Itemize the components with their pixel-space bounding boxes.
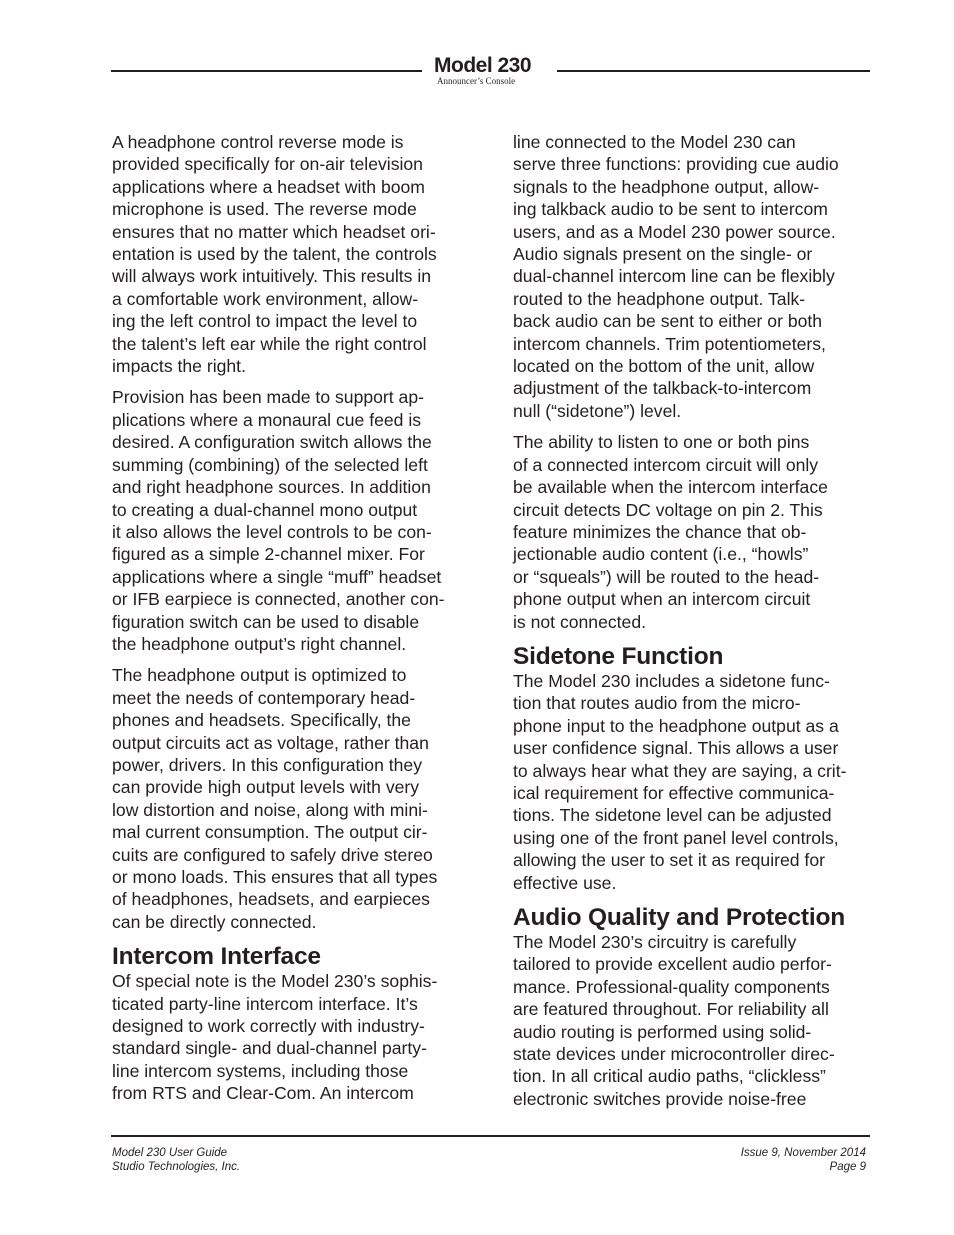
text-line: The headphone output is optimized to — [112, 665, 407, 686]
text-line: Of special note is the Model 230’s sophis- — [112, 971, 438, 992]
text-line: routed to the headphone output. Talk- — [513, 288, 806, 309]
text-line: null (“sidetone”) level. — [513, 400, 682, 421]
text-line: tion. In all critical audio paths, “clickless” — [513, 1066, 826, 1087]
text-line: summing (combining) of the selected left — [112, 454, 428, 475]
text-line: provided specifically for on-air television — [112, 154, 423, 175]
text-line: the headphone output’s right channel. — [112, 633, 407, 654]
footer-left — [112, 1146, 240, 1174]
text-line: a comfortable work environment, allow- — [112, 288, 419, 309]
header-subtitle: Announcer’s Console — [437, 76, 516, 86]
left-column — [112, 131, 474, 1114]
left-paragraph-1 — [112, 131, 474, 377]
text-line: to always hear what they are saying, a crit- — [513, 760, 847, 781]
text-line: output circuits act as voltage, rather than — [112, 732, 429, 753]
text-line: plications where a monaural cue feed is — [112, 409, 422, 430]
header-title: Model 230 — [434, 54, 532, 77]
text-line: figuration switch can be used to disable — [112, 611, 420, 632]
text-line: users, and as a Model 230 power source. — [513, 221, 836, 242]
text-line: phone output when an intercom circuit — [513, 589, 811, 610]
left-paragraph-3 — [112, 664, 474, 933]
text-line: The Model 230’s circuitry is carefully — [513, 932, 797, 952]
text-line: adjustment of the talkback-to-intercom — [513, 378, 812, 399]
text-line: cuits are configured to safely drive stereo — [112, 844, 433, 865]
text-line: feature minimizes the chance that ob- — [513, 521, 807, 542]
text-line: is not connected. — [513, 611, 647, 632]
left-paragraph-4 — [112, 970, 474, 1104]
text-line: phones and headsets. Specifically, the — [112, 710, 411, 731]
text-line: mance. Professional-quality components — [513, 976, 830, 997]
text-line: can provide high output levels with very — [112, 777, 420, 798]
text-line: to creating a dual-channel mono output — [112, 499, 418, 520]
text-line: or mono loads. This ensures that all types — [112, 867, 438, 887]
text-line: are featured throughout. For reliability all — [513, 999, 829, 1020]
text-line: Provision has been made to support ap- — [112, 387, 424, 408]
text-line: tion that routes audio from the micro- — [513, 693, 801, 714]
text-line: Audio signals present on the single- or — [513, 244, 813, 265]
text-line: impacts the right. — [112, 356, 246, 377]
text-line: and right headphone sources. In addition — [112, 477, 431, 498]
right-column — [513, 131, 875, 1119]
heading-sidetone-function: Sidetone Function — [513, 642, 724, 670]
text-line: it also allows the level controls to be con- — [112, 521, 432, 542]
right-paragraph-1 — [513, 131, 875, 422]
text-line: applications where a headset with boom — [112, 176, 425, 197]
text-line: back audio can be sent to either or both — [513, 311, 823, 332]
text-line: state devices under microcontroller direc- — [513, 1044, 835, 1065]
text-line: ensures that no matter which headset ori- — [112, 221, 436, 242]
text-line: designed to work correctly with industry- — [112, 1016, 425, 1037]
text-line: low distortion and noise, along with mini- — [112, 799, 428, 820]
right-paragraph-3 — [513, 670, 875, 894]
text-line: using one of the front panel level controls, — [513, 827, 839, 848]
text-line: ticated party-line intercom interface. It’s — [112, 993, 418, 1014]
text-line: dual-channel intercom line can be flexibly — [513, 266, 835, 287]
text-line: phone input to the headphone output as a — [513, 715, 839, 736]
text-line: power, drivers. In this configuration they — [112, 754, 423, 775]
text-line: allowing the user to set it as required for — [513, 850, 825, 871]
text-line: will always work intuitively. This results in — [112, 266, 432, 287]
text-line: The Model 230 includes a sidetone func- — [513, 670, 830, 691]
text-line: microphone is used. The reverse mode — [112, 199, 417, 220]
text-line: of headphones, headsets, and earpieces — [112, 889, 430, 910]
footer-company: Studio Technologies, Inc. — [112, 1161, 241, 1173]
text-line: meet the needs of contemporary head- — [112, 687, 416, 708]
left-paragraph-2 — [112, 386, 474, 655]
text-line: located on the bottom of the unit, allow — [513, 356, 815, 377]
text-line: ing the left control to impact the level to — [112, 311, 418, 332]
heading-audio-quality: Audio Quality and Protection — [513, 904, 845, 931]
footer-rule — [111, 1135, 870, 1137]
text-line: figured as a simple 2-channel mixer. For — [112, 544, 425, 565]
text-line: A headphone control reverse mode is — [112, 132, 404, 152]
right-paragraph-4 — [513, 931, 875, 1110]
right-paragraph-2 — [513, 431, 875, 633]
text-line: of a connected intercom circuit will only — [513, 454, 819, 475]
text-line: line connected to the Model 230 can — [513, 132, 796, 152]
header-rule-right — [557, 70, 870, 72]
text-line: or IFB earpiece is connected, another con- — [112, 589, 445, 610]
header-rule-left — [111, 70, 422, 72]
text-line: The ability to listen to one or both pins — [513, 432, 810, 453]
text-line: line intercom systems, including those — [112, 1060, 409, 1081]
text-line: user confidence signal. This allows a user — [513, 738, 839, 759]
footer-right — [741, 1146, 866, 1174]
text-line: ing talkback audio to be sent to intercom — [513, 199, 828, 220]
heading-intercom-interface: Intercom Interface — [112, 943, 321, 971]
footer-issue: Issue 9, November 2014 — [740, 1147, 866, 1159]
text-line: entation is used by the talent, the controls — [112, 244, 437, 265]
text-line: from RTS and Clear-Com. An intercom — [112, 1083, 414, 1104]
text-line: can be directly connected. — [112, 911, 317, 932]
text-line: standard single- and dual-channel party- — [112, 1038, 427, 1059]
text-line: the talent’s left ear while the right control — [112, 333, 427, 354]
text-line: tions. The sidetone level can be adjusted — [513, 805, 832, 826]
text-line: jectionable audio content (i.e., “howls” — [513, 544, 809, 565]
footer-guide-title: Model 230 User Guide — [112, 1147, 228, 1159]
text-line: mal current consumption. The output cir- — [112, 822, 428, 843]
text-line: serve three functions: providing cue audio — [513, 154, 839, 175]
text-line: be available when the intercom interface — [513, 477, 828, 498]
text-line: desired. A configuration switch allows the — [112, 432, 432, 453]
text-line: tailored to provide excellent audio perfor- — [513, 954, 832, 975]
text-line: signals to the headphone output, allow- — [513, 176, 820, 197]
text-line: intercom channels. Trim potentiometers, — [513, 333, 826, 354]
text-line: applications where a single “muff” headset — [112, 566, 442, 587]
text-line: electronic switches provide noise-free — [513, 1088, 807, 1109]
text-line: effective use. — [513, 872, 617, 893]
text-line: audio routing is performed using solid- — [513, 1021, 812, 1042]
text-line: ical requirement for effective communica- — [513, 782, 835, 803]
footer-page-number: Page 9 — [829, 1161, 866, 1173]
text-line: circuit detects DC voltage on pin 2. This — [513, 499, 823, 520]
text-line: or “squeals”) will be routed to the head- — [513, 566, 820, 587]
